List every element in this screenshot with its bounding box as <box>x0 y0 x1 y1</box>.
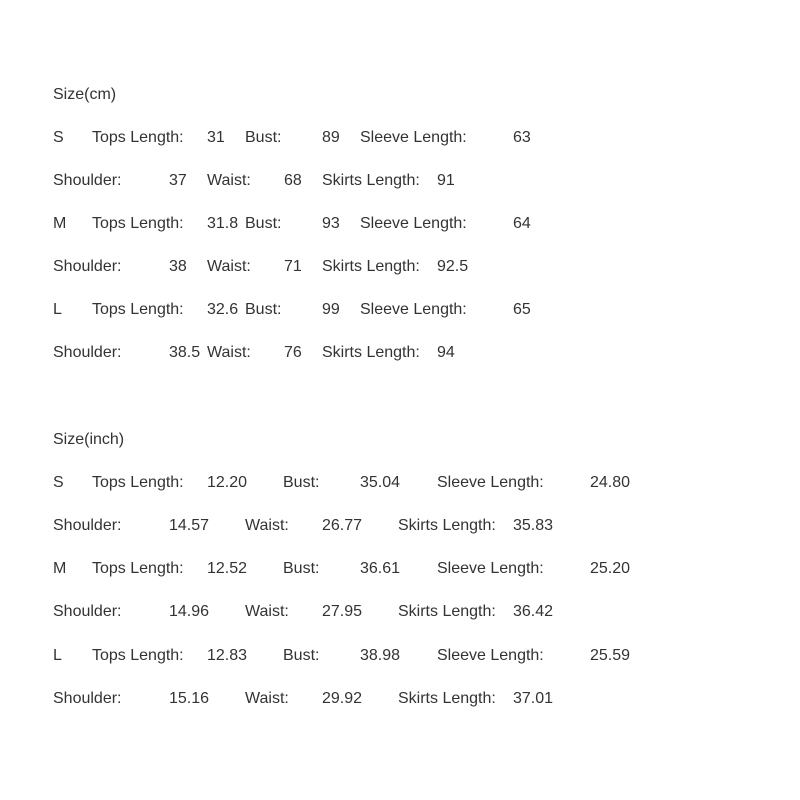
tops-length-value: 31.8 <box>207 215 239 232</box>
skirts-length-label: Skirts Length: <box>322 172 420 189</box>
waist-label: Waist: <box>245 517 289 534</box>
tops-length-label: Tops Length: <box>92 647 184 664</box>
size-inch-heading: Size(inch) <box>53 431 125 448</box>
size-label: S <box>53 474 64 491</box>
size-label: M <box>53 215 67 232</box>
shoulder-label: Shoulder: <box>53 344 122 361</box>
sleeve-length-label: Sleeve Length: <box>360 215 467 232</box>
sleeve-length-label: Sleeve Length: <box>437 647 544 664</box>
tops-length-label: Tops Length: <box>92 474 184 491</box>
tops-length-label: Tops Length: <box>92 215 184 232</box>
waist-label: Waist: <box>207 258 251 275</box>
skirts-length-label: Skirts Length: <box>322 258 420 275</box>
size-row-m-inch <box>0 559 800 579</box>
size-row-l-inch <box>0 646 800 666</box>
waist-value: 26.77 <box>322 517 363 534</box>
bust-value: 38.98 <box>360 647 401 664</box>
bust-label: Bust: <box>245 301 282 318</box>
size-label: M <box>53 560 67 577</box>
shoulder-label: Shoulder: <box>53 690 122 707</box>
shoulder-value: 14.57 <box>169 517 210 534</box>
shoulder-value: 38 <box>169 258 187 275</box>
size-row-m-inch-2 <box>0 602 800 622</box>
shoulder-label: Shoulder: <box>53 517 122 534</box>
size-cm-heading: Size(cm) <box>53 86 117 103</box>
sleeve-length-value: 63 <box>513 129 531 146</box>
waist-value: 76 <box>284 344 302 361</box>
sleeve-length-label: Sleeve Length: <box>360 129 467 146</box>
sleeve-length-label: Sleeve Length: <box>437 474 544 491</box>
skirts-length-label: Skirts Length: <box>398 603 496 620</box>
shoulder-value: 15.16 <box>169 690 210 707</box>
size-row-l-cm <box>0 300 800 320</box>
bust-label: Bust: <box>245 129 282 146</box>
skirts-length-value: 36.42 <box>513 603 554 620</box>
size-row-l-inch-2 <box>0 689 800 709</box>
waist-value: 27.95 <box>322 603 363 620</box>
bust-label: Bust: <box>245 215 282 232</box>
skirts-length-value: 35.83 <box>513 517 554 534</box>
sleeve-length-value: 25.59 <box>590 647 631 664</box>
skirts-length-label: Skirts Length: <box>398 690 496 707</box>
sleeve-length-label: Sleeve Length: <box>437 560 544 577</box>
shoulder-value: 38.5 <box>169 344 201 361</box>
size-row-s-cm <box>0 128 800 148</box>
size-row-l-cm-2 <box>0 343 800 363</box>
bust-label: Bust: <box>283 560 320 577</box>
waist-label: Waist: <box>245 603 289 620</box>
sleeve-length-value: 25.20 <box>590 560 631 577</box>
size-label: L <box>53 647 62 664</box>
tops-length-value: 12.20 <box>207 474 248 491</box>
bust-value: 99 <box>322 301 340 318</box>
bust-value: 93 <box>322 215 340 232</box>
tops-length-value: 32.6 <box>207 301 239 318</box>
shoulder-value: 14.96 <box>169 603 210 620</box>
bust-value: 36.61 <box>360 560 401 577</box>
bust-value: 35.04 <box>360 474 401 491</box>
waist-value: 29.92 <box>322 690 363 707</box>
tops-length-value: 31 <box>207 129 225 146</box>
bust-label: Bust: <box>283 647 320 664</box>
size-row-s-cm-2 <box>0 171 800 191</box>
skirts-length-label: Skirts Length: <box>398 517 496 534</box>
tops-length-value: 12.83 <box>207 647 248 664</box>
size-label: L <box>53 301 62 318</box>
tops-length-label: Tops Length: <box>92 301 184 318</box>
bust-label: Bust: <box>283 474 320 491</box>
skirts-length-value: 92.5 <box>437 258 469 275</box>
tops-length-label: Tops Length: <box>92 129 184 146</box>
shoulder-value: 37 <box>169 172 187 189</box>
shoulder-label: Shoulder: <box>53 172 122 189</box>
size-row-m-cm <box>0 214 800 234</box>
size-row-s-inch-2 <box>0 516 800 536</box>
shoulder-label: Shoulder: <box>53 258 122 275</box>
size-row-m-cm-2 <box>0 257 800 277</box>
waist-value: 68 <box>284 172 302 189</box>
sleeve-length-label: Sleeve Length: <box>360 301 467 318</box>
shoulder-label: Shoulder: <box>53 603 122 620</box>
tops-length-value: 12.52 <box>207 560 248 577</box>
sleeve-length-value: 64 <box>513 215 531 232</box>
skirts-length-value: 91 <box>437 172 455 189</box>
tops-length-label: Tops Length: <box>92 560 184 577</box>
size-row-s-inch <box>0 473 800 493</box>
skirts-length-value: 37.01 <box>513 690 554 707</box>
sleeve-length-value: 24.80 <box>590 474 631 491</box>
bust-value: 89 <box>322 129 340 146</box>
size-label: S <box>53 129 64 146</box>
skirts-length-value: 94 <box>437 344 455 361</box>
waist-label: Waist: <box>245 690 289 707</box>
waist-label: Waist: <box>207 344 251 361</box>
skirts-length-label: Skirts Length: <box>322 344 420 361</box>
sleeve-length-value: 65 <box>513 301 531 318</box>
waist-value: 71 <box>284 258 302 275</box>
waist-label: Waist: <box>207 172 251 189</box>
